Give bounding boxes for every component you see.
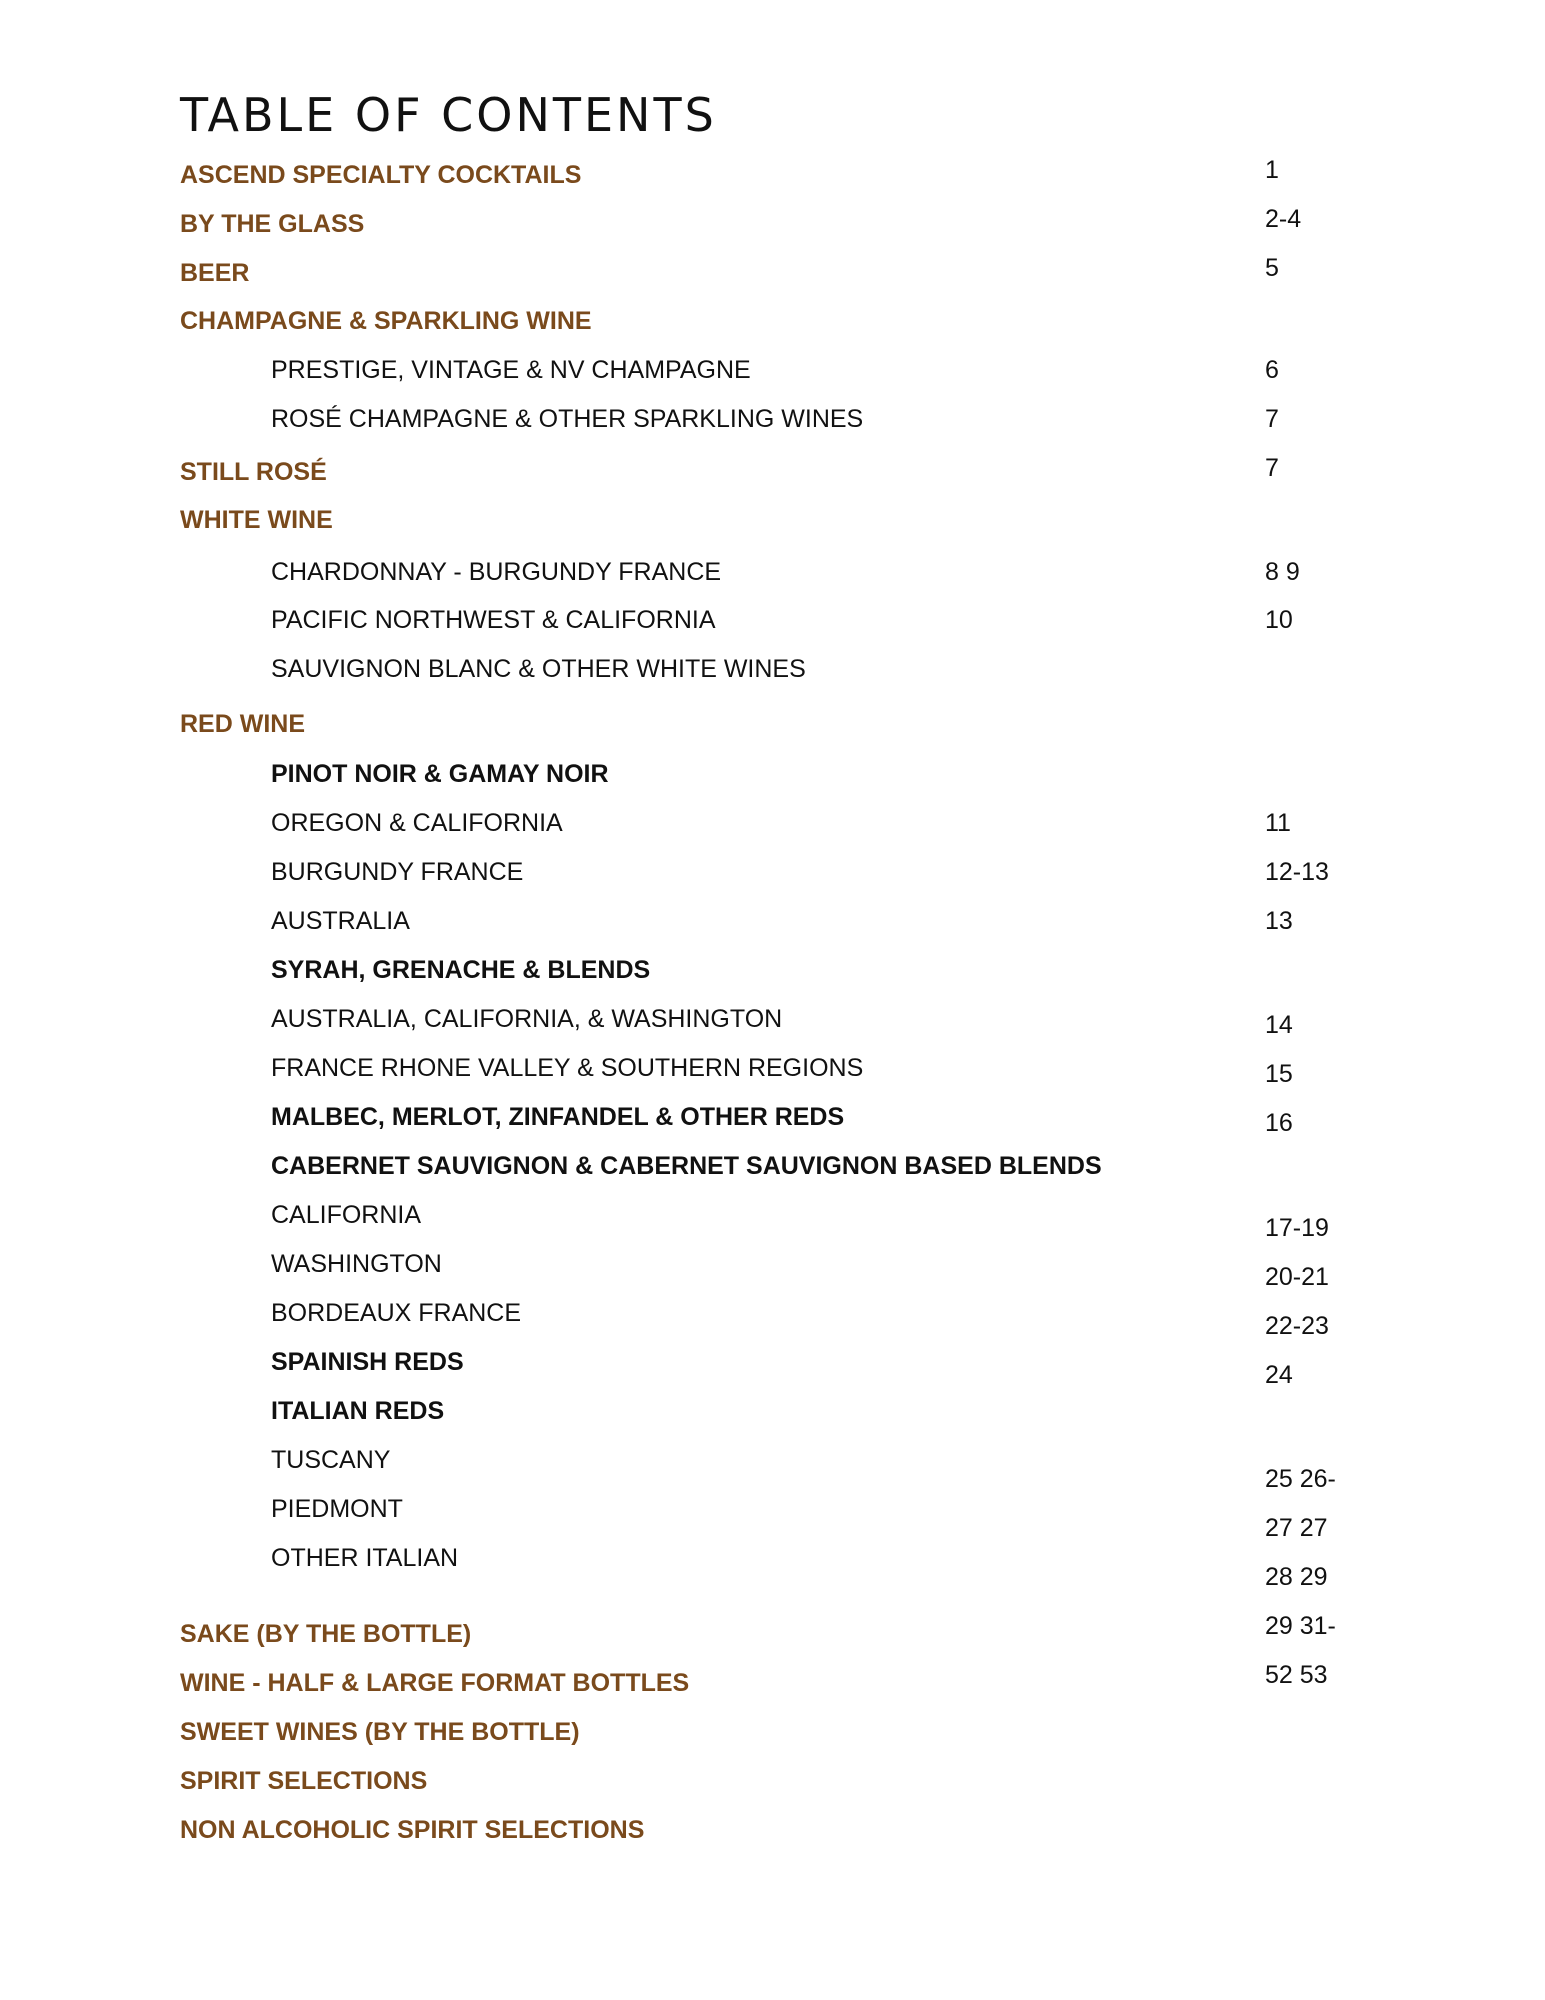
page-number: 1 (1265, 156, 1279, 184)
toc-sub-california[interactable]: CALIFORNIA (271, 1201, 422, 1229)
toc-sub-pnw-california[interactable]: PACIFIC NORTHWEST & CALIFORNIA (271, 606, 716, 634)
toc-sub-other-italian[interactable]: OTHER ITALIAN (271, 1544, 459, 1572)
toc-sub-australia[interactable]: AUSTRALIA (271, 907, 410, 935)
toc-section-half-large[interactable]: WINE - HALF & LARGE FORMAT BOTTLES (180, 1669, 690, 1697)
toc-sub-rose-champagne[interactable]: ROSÉ CHAMPAGNE & OTHER SPARKLING WINES (271, 405, 864, 433)
toc-sub-sauvignon-blanc[interactable]: SAUVIGNON BLANC & OTHER WHITE WINES (271, 655, 806, 683)
page-number: 11 (1265, 809, 1291, 837)
page-number: 10 (1265, 606, 1293, 634)
toc-group-syrah[interactable]: SYRAH, GRENACHE & BLENDS (271, 956, 651, 984)
toc-section-by-the-glass[interactable]: BY THE GLASS (180, 210, 365, 238)
page-number: 15 (1265, 1060, 1293, 1088)
toc-group-malbec[interactable]: MALBEC, MERLOT, ZINFANDEL & OTHER REDS (271, 1103, 845, 1131)
page-number: 12-13 (1265, 858, 1329, 886)
page-number: 28 29 (1265, 1563, 1328, 1591)
toc-section-white-wine[interactable]: WHITE WINE (180, 506, 333, 534)
page-number: 6 (1265, 356, 1279, 384)
page-number: 17-19 (1265, 1214, 1329, 1242)
toc-section-cocktails[interactable]: ASCEND SPECIALTY COCKTAILS (180, 161, 582, 189)
page-number: 25 26- (1265, 1465, 1336, 1493)
toc-group-italian[interactable]: ITALIAN REDS (271, 1397, 445, 1425)
page-number: 27 27 (1265, 1514, 1328, 1542)
toc-section-non-alcoholic[interactable]: NON ALCOHOLIC SPIRIT SELECTIONS (180, 1816, 645, 1844)
page-number: 29 31- (1265, 1612, 1336, 1640)
page-number: 5 (1265, 254, 1279, 282)
toc-group-cabernet[interactable]: CABERNET SAUVIGNON & CABERNET SAUVIGNON BASED BLENDS (271, 1152, 1102, 1180)
toc-section-red-wine[interactable]: RED WINE (180, 710, 305, 738)
toc-section-champagne[interactable]: CHAMPAGNE & SPARKLING WINE (180, 307, 592, 335)
page-number: 2-4 (1265, 205, 1302, 233)
page-number: 22-23 (1265, 1312, 1329, 1340)
toc-group-pinot-noir[interactable]: PINOT NOIR & GAMAY NOIR (271, 760, 609, 788)
toc-sub-chardonnay[interactable]: CHARDONNAY - BURGUNDY FRANCE (271, 558, 722, 586)
page-number: 7 (1265, 405, 1279, 433)
page-number: 13 (1265, 907, 1293, 935)
toc-section-sake[interactable]: SAKE (BY THE BOTTLE) (180, 1620, 472, 1648)
toc-sub-aus-ca-wa[interactable]: AUSTRALIA, CALIFORNIA, & WASHINGTON (271, 1005, 783, 1033)
toc-sub-bordeaux[interactable]: BORDEAUX FRANCE (271, 1299, 522, 1327)
page-number: 16 (1265, 1109, 1293, 1137)
toc-sub-prestige[interactable]: PRESTIGE, VINTAGE & NV CHAMPAGNE (271, 356, 751, 384)
toc-sub-piedmont[interactable]: PIEDMONT (271, 1495, 403, 1523)
page-number: 8 9 (1265, 558, 1300, 586)
toc-section-sweet[interactable]: SWEET WINES (BY THE BOTTLE) (180, 1718, 580, 1746)
toc-group-spanish[interactable]: SPAINISH REDS (271, 1348, 464, 1376)
page-number: 24 (1265, 1361, 1293, 1389)
toc-sub-tuscany[interactable]: TUSCANY (271, 1446, 391, 1474)
toc-sub-oregon-california[interactable]: OREGON & CALIFORNIA (271, 809, 563, 837)
page-number: 7 (1265, 454, 1279, 482)
page-title: TABLE OF CONTENTS (180, 88, 717, 142)
toc-section-spirits[interactable]: SPIRIT SELECTIONS (180, 1767, 428, 1795)
toc-sub-burgundy[interactable]: BURGUNDY FRANCE (271, 858, 524, 886)
page-number: 20-21 (1265, 1263, 1329, 1291)
page-number: 14 (1265, 1011, 1293, 1039)
page-number: 52 53 (1265, 1661, 1328, 1689)
toc-section-still-rose[interactable]: STILL ROSÉ (180, 458, 327, 486)
toc-sub-washington[interactable]: WASHINGTON (271, 1250, 442, 1278)
toc-sub-rhone[interactable]: FRANCE RHONE VALLEY & SOUTHERN REGIONS (271, 1054, 864, 1082)
toc-section-beer[interactable]: BEER (180, 259, 250, 287)
